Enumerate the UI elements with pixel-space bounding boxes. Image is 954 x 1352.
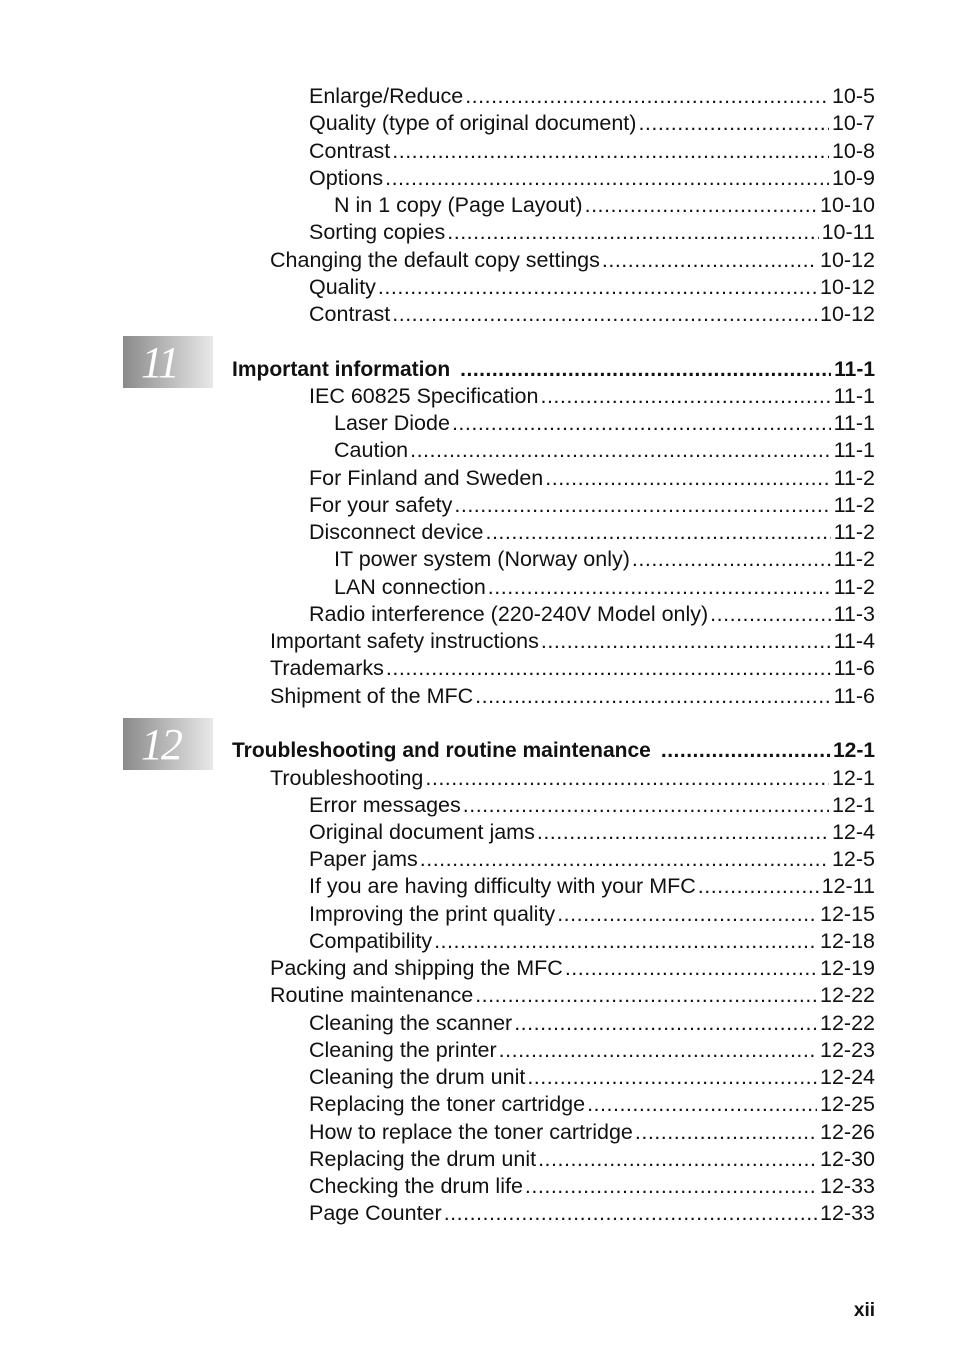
- toc-entry[interactable]: Compatibility ..... 12-18: [309, 928, 875, 955]
- toc-entry[interactable]: Disconnect device ..... 11-2: [309, 519, 875, 546]
- chapter-12-tab: [123, 718, 213, 770]
- toc-entry[interactable]: Contrast ..... 10-12: [309, 301, 875, 328]
- toc-entry[interactable]: Packing and shipping the MFC ..... 12-19: [270, 955, 875, 982]
- toc-entry[interactable]: IT power system (Norway only) ..... 11-2: [334, 546, 875, 573]
- toc-entry[interactable]: Checking the drum life ..... 12-33: [309, 1173, 875, 1200]
- toc-entry[interactable]: Radio interference (220-240V Model only) ..... 11-3: [309, 601, 875, 628]
- chapter-heading[interactable]: Troubleshooting and routine maintenance ..... 12-1: [232, 737, 875, 764]
- chapter-number: 11: [141, 338, 178, 387]
- chapter-11-tab: [123, 336, 213, 388]
- toc-entry[interactable]: Sorting copies ..... 10-11: [309, 219, 875, 246]
- toc-entry[interactable]: Caution ..... 11-1: [334, 437, 875, 464]
- toc-entry[interactable]: Contrast ..... 10-8: [309, 138, 875, 165]
- toc-entry[interactable]: Options ..... 10-9: [309, 165, 875, 192]
- toc-entry[interactable]: N in 1 copy (Page Layout) ..... 10-10: [334, 192, 875, 219]
- toc-entry[interactable]: If you are having difficulty with your MFC ..... 12-11: [309, 873, 875, 900]
- toc-entry[interactable]: Replacing the toner cartridge ..... 12-25: [309, 1091, 875, 1118]
- toc-entry[interactable]: Improving the print quality ..... 12-15: [309, 901, 875, 928]
- chapter-heading[interactable]: Important information ..... 11-1: [232, 356, 875, 383]
- toc-entry[interactable]: Cleaning the printer ..... 12-23: [309, 1037, 875, 1064]
- toc-entry[interactable]: Quality ..... 10-12: [309, 274, 875, 301]
- toc-entry[interactable]: Page Counter ..... 12-33: [309, 1200, 875, 1227]
- toc-entry[interactable]: Shipment of the MFC ..... 11-6: [270, 683, 875, 710]
- toc-entry[interactable]: Paper jams ..... 12-5: [309, 846, 875, 873]
- toc-entry[interactable]: Important safety instructions ..... 11-4: [270, 628, 875, 655]
- toc-entry[interactable]: LAN connection ..... 11-2: [334, 574, 875, 601]
- toc-entry[interactable]: Cleaning the drum unit ..... 12-24: [309, 1064, 875, 1091]
- toc-entry[interactable]: Routine maintenance ..... 12-22: [270, 982, 875, 1009]
- toc-entry[interactable]: Changing the default copy settings ..... 10-12: [270, 247, 875, 274]
- toc-entry[interactable]: Error messages ..... 12-1: [309, 792, 875, 819]
- toc-entry[interactable]: Quality (type of original document) ..... 10-7: [309, 110, 875, 137]
- toc-entry[interactable]: Troubleshooting ..... 12-1: [270, 765, 875, 792]
- toc-entry[interactable]: Trademarks ..... 11-6: [270, 655, 875, 682]
- toc-entry[interactable]: For your safety ..... 11-2: [309, 492, 875, 519]
- toc-entry[interactable]: Laser Diode ..... 11-1: [334, 410, 875, 437]
- page-number: xii: [853, 1300, 875, 1321]
- toc-entry[interactable]: Enlarge/Reduce ..... 10-5: [309, 83, 875, 110]
- toc-entry[interactable]: Cleaning the scanner ..... 12-22: [309, 1010, 875, 1037]
- toc-entry[interactable]: For Finland and Sweden ..... 11-2: [309, 465, 875, 492]
- toc-entry[interactable]: How to replace the toner cartridge ..... 12-26: [309, 1119, 875, 1146]
- toc-entry[interactable]: Original document jams ..... 12-4: [309, 819, 875, 846]
- chapter-number: 12: [141, 720, 181, 769]
- toc-entry[interactable]: Replacing the drum unit ..... 12-30: [309, 1146, 875, 1173]
- toc-entry[interactable]: IEC 60825 Specification ..... 11-1: [309, 383, 875, 410]
